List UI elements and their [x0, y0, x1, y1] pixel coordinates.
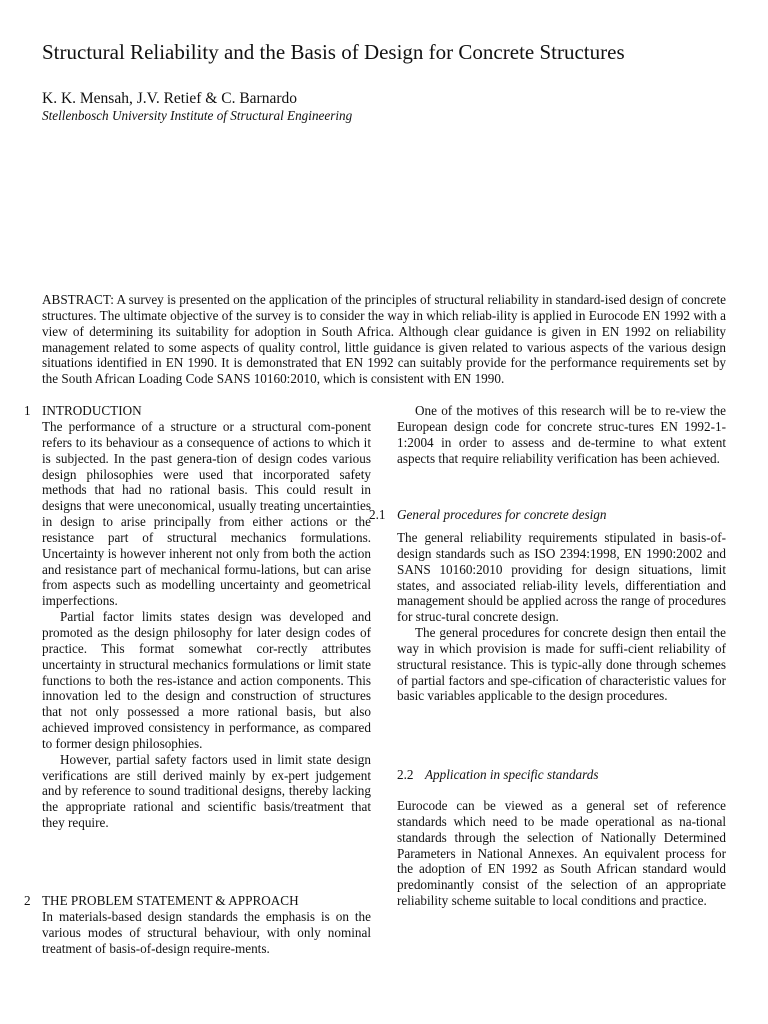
paper-affiliation: Stellenbosch University Institute of Structural Engineering — [42, 108, 353, 123]
section-2-2-paragraph-1: Eurocode can be viewed as a general set of reference standards which need to be made operational as na-tional standards through the selection of Nationally Determined Parameters in National Annexes. An equivalent process for the adoption of EN 1992 as South African standard would predominantly consist of the selection of an appropriate reliability scheme suitable to local conditions and practice. — [397, 798, 726, 909]
paper-title: Structural Reliability and the Basis of Design for Concrete Structures — [42, 40, 625, 64]
section-2-1-paragraph-2: The general procedures for concrete design then entail the way in which provision is made for suffi-cient reliability of structural resistance. This is typic-ally done through schemes of partial factors and spe-cification of characteristic values for basic variables applicable to the design procedures. — [397, 625, 726, 704]
section-1-paragraph-3: However, partial safety factors used in limit state design verifications are still derived mainly by ex-pert judgement and by reference to sound traditional designs, thereby lacking the appropriate rational and scientific basis/treatment that they require. — [42, 751, 371, 831]
section-2-number: 2 — [24, 893, 31, 908]
section-2-1-heading: General procedures for concrete design — [397, 507, 607, 522]
section-1-paragraph-1: The performance of a structure or a structural com-ponent refers to its behaviour as a consequence of actions to which it is subjected. In the past genera-tion of design codes various design philosophies were used that incorporated safety methods that had no rational basis. This could result in designs that were uneconomical, usually treating uncertainties in design to arise principally from either actions or the resistance part of structural mechanics formulations. Uncertainty is however inherent not only from both the action and resistance part of mechanical formu-lations, but can arise from aspects such as modelling uncertainty and geometrical imperfections. — [42, 419, 371, 609]
paper-authors: K. K. Mensah, J.V. Retief & C. Barnardo — [42, 90, 298, 107]
section-2-heading: THE PROBLEM STATEMENT & APPROACH — [42, 893, 299, 908]
section-1-heading: INTRODUCTION — [42, 403, 142, 418]
section-1-body — [42, 419, 371, 831]
section-2-paragraph-2: One of the motives of this research will be to re-view the European design code for concrete struc-tures EN 1992-1-1:2004 in order to assess and de-termine to what extent aspects that require reliability verification has been achieved. — [397, 403, 726, 466]
section-2-1-paragraph-1: The general reliability requirements stipulated in basis-of-design standards such as ISO 2394:1998, EN 1990:2002 and SANS 10160:2010 providing for design situations, limit states, and associated reliab-ility levels, differentiation and management should be applied across the range of procedures for struc-tural concrete design. — [397, 530, 726, 625]
section-2-1-body — [397, 530, 726, 704]
abstract: ABSTRACT: A survey is presented on the application of the principles of structural reliability in standard-ised design of concrete structures. The ultimate objective of the survey is to consider the way in which reliab-ility is applied in Eurocode EN 1992 with a view of determining its suitability for adoption in South Africa. Although clear guidance is given in EN 1992 on reliability management related to some aspects of quality control, little guidance is given related to various aspects of the various design situations identified in EN 1990. It is demonstrated that EN 1992 can suitably provide for the performance requirements set by the South African Loading Code SANS 10160:2010, which is consistent with EN 1990. — [42, 292, 726, 387]
section-2-2-number: 2.2 — [397, 767, 414, 782]
section-2-body-right — [397, 403, 726, 466]
section-2-2-heading: Application in specific standards — [425, 767, 599, 782]
section-1-paragraph-2: Partial factor limits states design was developed and promoted as the design philosophy for later design codes of practice. This format somewhat cor-rectly attributes uncertainty in structural mechanics formulations or limit state functions to both the res-istance and action components. This innovation led to the design and construction of structures that not only possessed a more rational basis, but also achieved improved consistency in performance, as compared to former design philosophies. — [42, 609, 371, 751]
section-2-paragraph-1: In materials-based design standards the emphasis is on the various modes of structural behaviour, with only nominal treatment of basis-of-design require-ments. — [42, 909, 371, 956]
section-2-2-body — [397, 798, 726, 909]
section-2-body-left — [42, 909, 371, 957]
section-2-1-number: 2.1 — [369, 507, 386, 522]
section-1-number: 1 — [24, 403, 31, 418]
